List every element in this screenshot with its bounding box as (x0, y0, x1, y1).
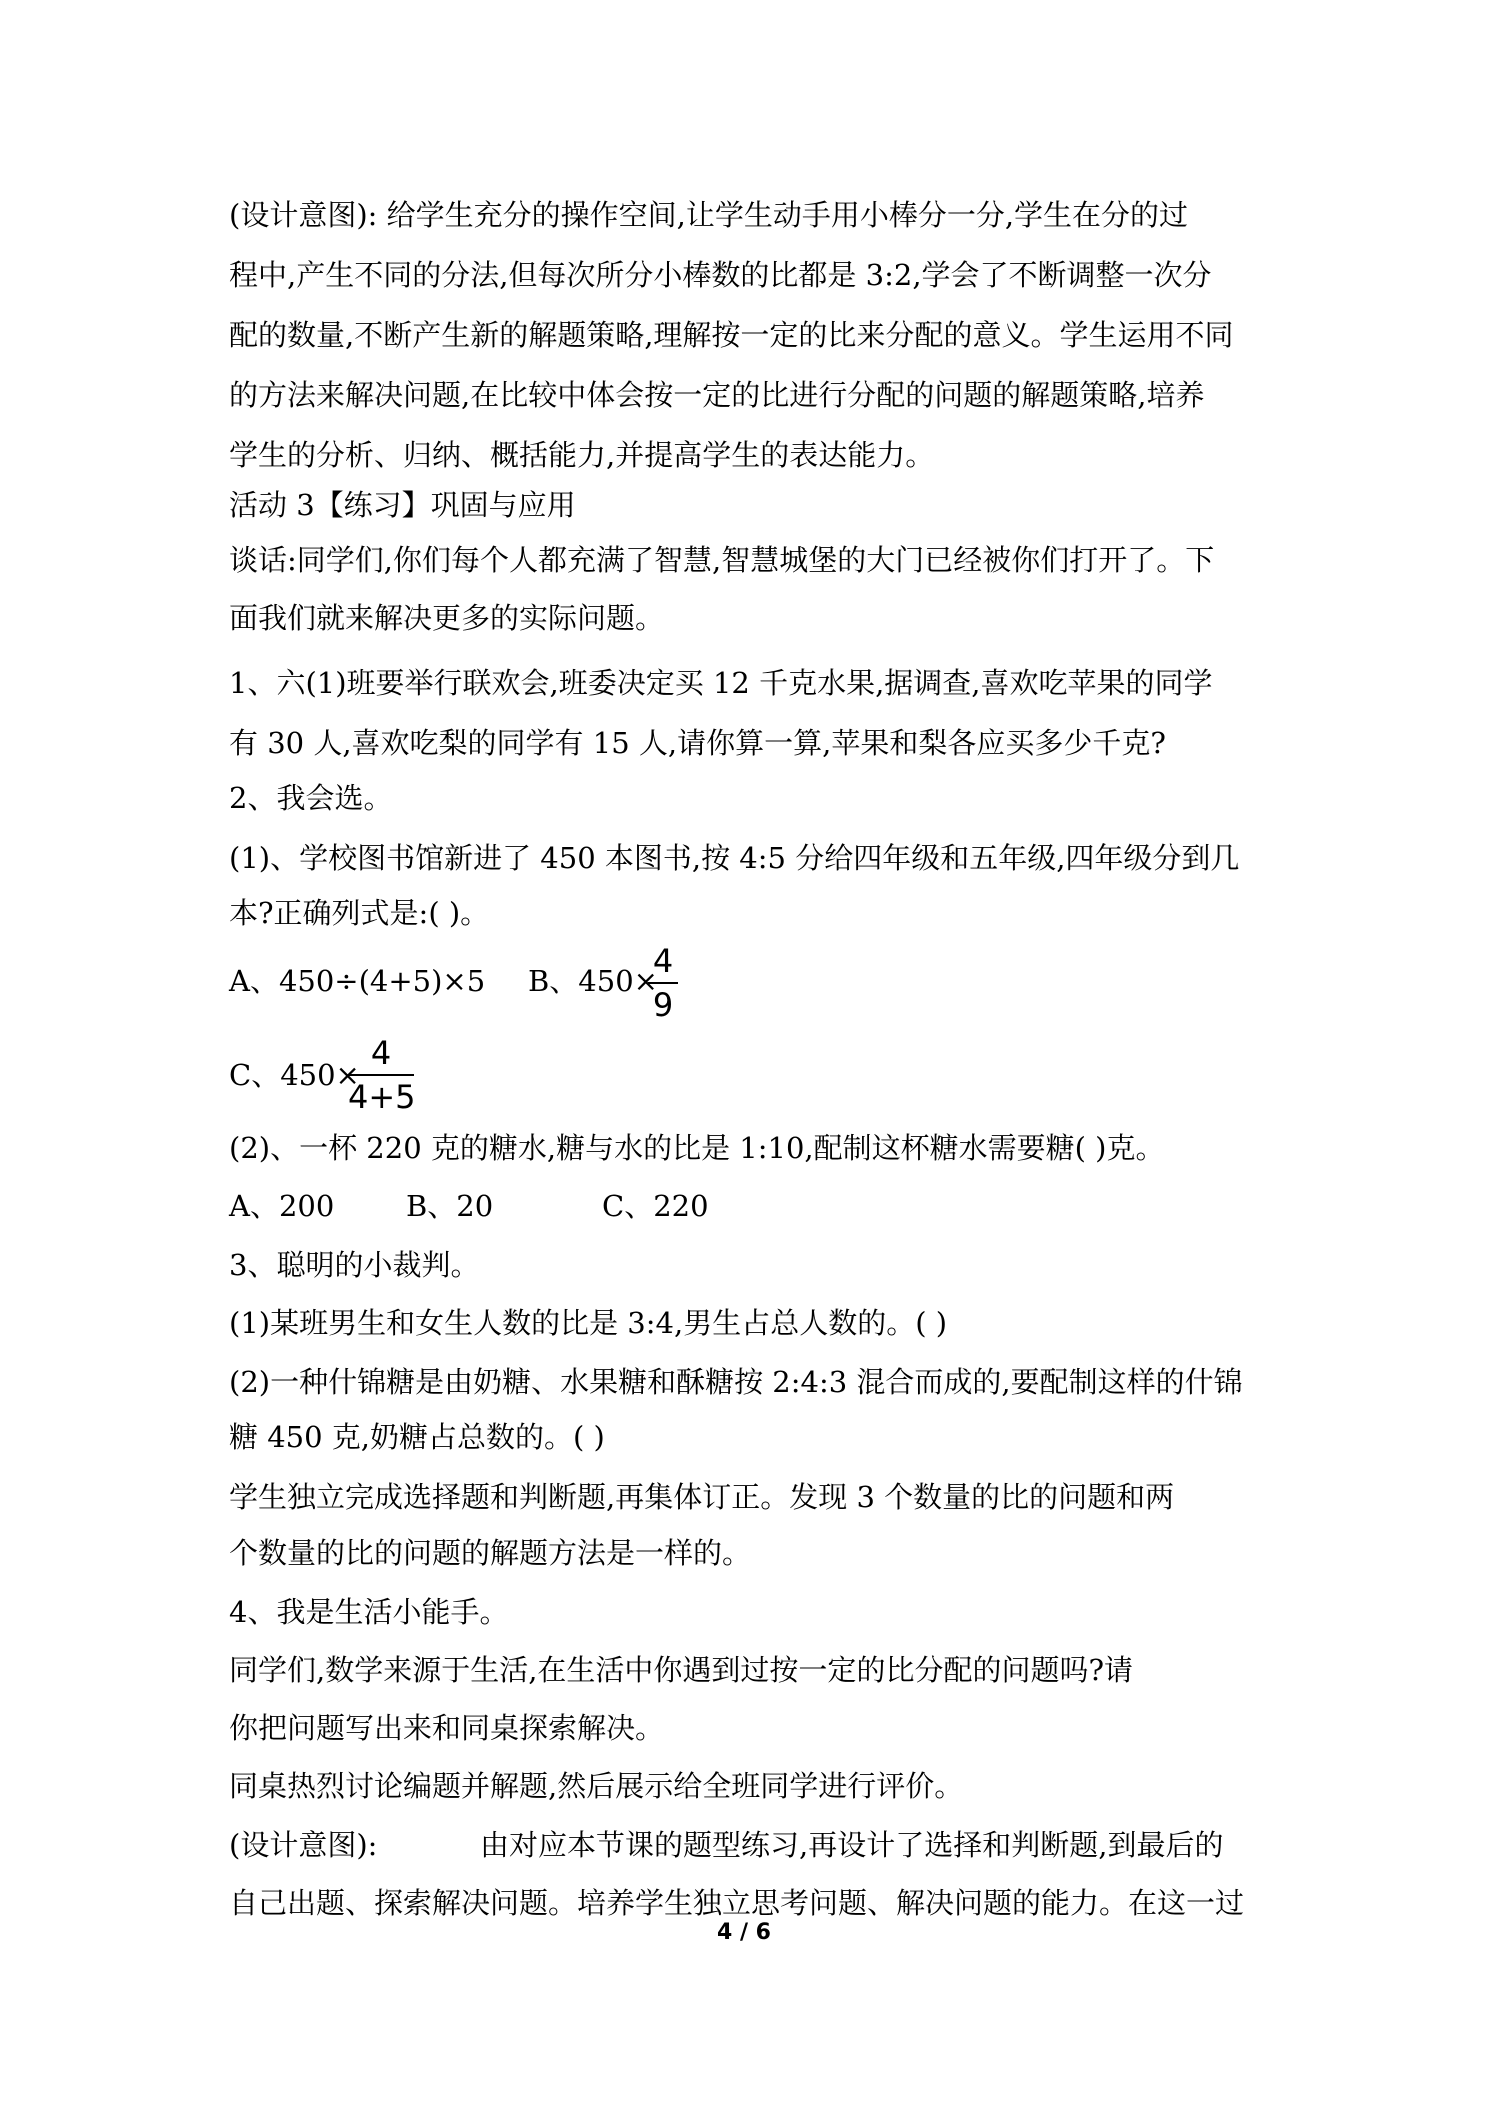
fraction-bar (348, 1074, 414, 1076)
page-number: 4 / 6 (717, 1920, 771, 1945)
option-b: B、450× (528, 964, 658, 998)
option-c: C、220 (602, 1189, 709, 1223)
text-line: 同桌热烈讨论编题并解题,然后展示给全班同学进行评价。 (229, 1769, 964, 1803)
option-c: C、450× (229, 1058, 360, 1092)
fraction-denominator: 4+5 (348, 1078, 416, 1116)
text-line: 程中,产生不同的分法,但每次所分小棒数的比都是 3:2,学会了不断调整一次分 (229, 258, 1212, 292)
fraction-numerator: 4 (370, 1034, 392, 1072)
text-line: 配的数量,不断产生新的解题策略,理解按一定的比来分配的意义。学生运用不同 (229, 318, 1234, 352)
text-line: 面我们就来解决更多的实际问题。 (229, 601, 665, 635)
text-line: 学生独立完成选择题和判断题,再集体订正。发现 3 个数量的比的问题和两 (229, 1480, 1175, 1514)
fraction-bar (648, 982, 678, 984)
text-line: 个数量的比的问题的解题方法是一样的。 (229, 1536, 752, 1570)
text-line: 本?正确列式是:( )。 (229, 896, 490, 930)
text-line: 自己出题、探索解决问题。培养学生独立思考问题、解决问题的能力。在这一过 (229, 1886, 1245, 1920)
text-line: 学生的分析、归纳、概括能力,并提高学生的表达能力。 (229, 438, 935, 472)
fraction-denominator: 9 (652, 986, 674, 1024)
text-line: 的方法来解决问题,在比较中体会按一定的比进行分配的问题的解题策略,培养 (229, 378, 1205, 412)
option-a: A、200 (229, 1189, 335, 1223)
option-b: B、20 (406, 1189, 494, 1223)
text-line: (1)某班男生和女生人数的比是 3:4,男生占总人数的。( ) (229, 1306, 948, 1340)
text-line: (设计意图): (229, 1828, 378, 1862)
text-line: (2)一种什锦糖是由奶糖、水果糖和酥糖按 2:4:3 混合而成的,要配制这样的什锦 (229, 1365, 1243, 1399)
text-line: 3、聪明的小裁判。 (229, 1248, 480, 1282)
text-line: 你把问题写出来和同桌探索解决。 (229, 1711, 665, 1745)
fraction-b (648, 942, 678, 1024)
text-line: (1)、学校图书馆新进了 450 本图书,按 4:5 分给四年级和五年级,四年级分到几 (229, 841, 1240, 875)
text-line: 有 30 人,喜欢吃梨的同学有 15 人,请你算一算,苹果和梨各应买多少千克? (229, 726, 1166, 760)
text-line: 谈话:同学们,你们每个人都充满了智慧,智慧城堡的大门已经被你们打开了。下 (229, 543, 1215, 577)
option-a: A、450÷(4+5)×5 (229, 964, 486, 998)
text-line: 由对应本节课的题型练习,再设计了选择和判断题,到最后的 (480, 1828, 1224, 1862)
text-line: 糖 450 克,奶糖占总数的。( ) (229, 1420, 605, 1454)
fraction-numerator: 4 (652, 942, 674, 980)
text-line: (设计意图): 给学生充分的操作空间,让学生动手用小棒分一分,学生在分的过 (229, 198, 1189, 232)
text-line: 4、我是生活小能手。 (229, 1595, 509, 1629)
section-heading: 活动 3【练习】巩固与应用 (229, 488, 576, 522)
fraction-c (348, 1034, 414, 1116)
text-line: (2)、一杯 220 克的糖水,糖与水的比是 1:10,配制这杯糖水需要糖( )克。 (229, 1131, 1165, 1165)
text-line: 同学们,数学来源于生活,在生活中你遇到过按一定的比分配的问题吗?请 (229, 1653, 1133, 1687)
text-line: 1、六(1)班要举行联欢会,班委决定买 12 千克水果,据调查,喜欢吃苹果的同学 (229, 666, 1213, 700)
text-line: 2、我会选。 (229, 781, 393, 815)
